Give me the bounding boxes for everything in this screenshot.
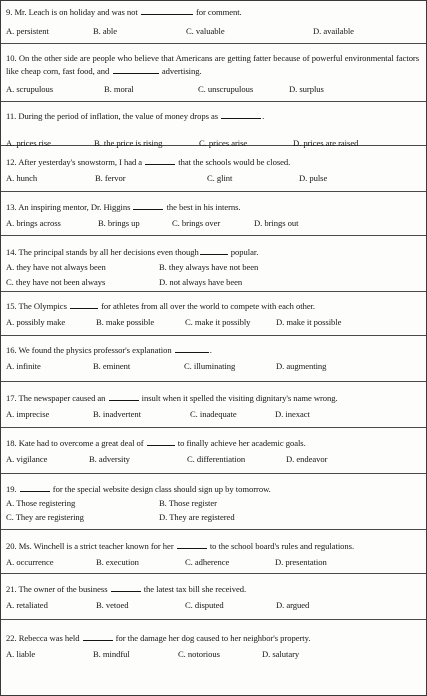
option-a: A. possibly make: [6, 317, 66, 327]
option-d: D. not always have been: [159, 277, 243, 287]
option-a: A. occurrence: [6, 557, 54, 567]
answer-blank: [147, 438, 175, 446]
stem-text: 14. The principal stands by all her decisions even though: [6, 247, 199, 257]
answer-blank: [145, 157, 175, 165]
stem-text: 20. Ms. Winchell is a strict teacher known for her: [6, 541, 176, 551]
question-block: [1, 335, 426, 382]
question-stem: [6, 584, 422, 594]
question-stem: [6, 52, 422, 77]
question-block: [1, 1, 426, 44]
option-b: B. brings up: [98, 218, 140, 228]
option-d: D. presentation: [275, 557, 327, 567]
option-d: D. inexact: [275, 409, 310, 419]
stem-text: 9. Mr. Leach is on holiday and was not: [6, 7, 140, 17]
option-a: A. retaliated: [6, 600, 48, 610]
option-c: C. inadequate: [190, 409, 237, 419]
option-d: D. pulse: [299, 173, 328, 183]
question-stem: [6, 301, 422, 311]
stem-text: popular.: [228, 247, 259, 257]
stem-text: 21. The owner of the business: [6, 584, 110, 594]
option-a: A. liable: [6, 649, 36, 659]
stem-text: 11. During the period of inflation, the value of money drops as: [6, 111, 221, 121]
option-a: A. they have not always been: [6, 262, 106, 272]
question-stem: [6, 111, 422, 121]
question-stem: [6, 157, 422, 167]
option-b: B. inadvertent: [93, 409, 141, 419]
option-c: C. brings over: [172, 218, 221, 228]
question-block: [1, 101, 426, 146]
stem-text: the latest tax bill she received.: [141, 584, 247, 594]
option-d: D. They are registered: [159, 512, 235, 522]
answer-blank: [20, 484, 50, 492]
option-a: A. scrupulous: [6, 84, 54, 94]
option-d: D. brings out: [254, 218, 299, 228]
stem-text: 13. An inspiring mentor, Dr. Higgins: [6, 202, 133, 212]
option-d: D. salutary: [262, 649, 300, 659]
option-b: B. vetoed: [96, 600, 129, 610]
answer-blank: [109, 393, 139, 401]
question-stem: [6, 247, 422, 257]
option-d: D. endeavor: [286, 454, 328, 464]
stem-text: for athletes from all over the world to compete with each other.: [98, 301, 316, 311]
option-d: D. augmenting: [276, 361, 327, 371]
option-a: A. prices rise: [6, 138, 51, 148]
option-c: C. differentiation: [187, 454, 246, 464]
option-a: A. persistent: [6, 26, 49, 36]
option-c: C. valuable: [186, 26, 225, 36]
stem-text: 15. The Olympics: [6, 301, 69, 311]
question-stem: [6, 484, 422, 494]
answer-blank: [111, 584, 141, 592]
question-stem: [6, 541, 422, 551]
question-stem: [6, 438, 422, 448]
question-block: [1, 235, 426, 292]
option-c: C. illuminating: [184, 361, 236, 371]
answer-blank: [221, 111, 261, 119]
option-a: A. Those registering: [6, 498, 76, 508]
answer-blank: [83, 633, 113, 641]
answer-blank: [70, 301, 98, 309]
stem-text: insult when it spelled the visiting dignitary's name wrong.: [139, 393, 338, 403]
option-d: D. make it possible: [276, 317, 342, 327]
question-stem: [6, 7, 422, 17]
question-block: [1, 145, 426, 192]
option-b: B. able: [93, 26, 117, 36]
option-b: B. fervor: [95, 173, 126, 183]
question-stem: [6, 345, 422, 355]
option-a: A. hunch: [6, 173, 38, 183]
option-b: B. make possible: [96, 317, 155, 327]
option-c: C. adherence: [185, 557, 230, 567]
question-block: [1, 529, 426, 574]
option-b: B. the price is rising: [94, 138, 163, 148]
option-b: B. eminent: [93, 361, 131, 371]
option-b: B. execution: [96, 557, 139, 567]
option-b: B. moral: [104, 84, 134, 94]
option-a: A. vigilance: [6, 454, 48, 464]
option-c: C. notorious: [178, 649, 220, 659]
stem-text: to the school board's rules and regulations.: [207, 541, 355, 551]
option-b: B. mindful: [93, 649, 130, 659]
option-a: A. brings across: [6, 218, 61, 228]
stem-text: the best in his interns.: [164, 202, 241, 212]
stem-text: 17. The newspaper caused an: [6, 393, 108, 403]
answer-blank: [133, 202, 163, 210]
question-stem: [6, 393, 422, 403]
answer-blank: [175, 345, 209, 353]
question-block: [1, 619, 426, 695]
question-stem: [6, 633, 422, 643]
option-b: B. adversity: [89, 454, 130, 464]
stem-text: for comment.: [193, 7, 242, 17]
stem-text: 18. Kate had to overcome a great deal of: [6, 438, 146, 448]
stem-text: 10. On the other side are people who believe that Americans are getting fatter because of powerful environmental factors like cheap corn, fast food, and: [6, 53, 420, 76]
stem-text: 19.: [6, 484, 19, 494]
stem-text: for the damage her dog caused to her neighbor's property.: [113, 633, 311, 643]
stem-text: .: [209, 345, 212, 355]
option-c: C. they have not been always: [6, 277, 106, 287]
option-c: C. prices arise: [199, 138, 248, 148]
stem-text: for the special website design class should sign up by tomorrow.: [50, 484, 271, 494]
option-d: D. surplus: [289, 84, 324, 94]
question-block: [1, 291, 426, 336]
answer-blank: [200, 247, 228, 255]
question-block: [1, 473, 426, 530]
option-a: A. imprecise: [6, 409, 50, 419]
question-block: [1, 427, 426, 474]
answer-blank: [141, 7, 193, 15]
answer-blank: [113, 66, 159, 74]
stem-text: .: [262, 111, 265, 121]
answer-blank: [177, 541, 207, 549]
option-a: A. infinite: [6, 361, 41, 371]
question-stem: [6, 202, 422, 212]
stem-text: 16. We found the physics professor's explanation: [6, 345, 174, 355]
option-c: C. make it possibly: [185, 317, 251, 327]
stem-text: that the schools would be closed.: [176, 157, 291, 167]
option-c: C. They are registering: [6, 512, 84, 522]
option-b: B. they always have not been: [159, 262, 259, 272]
option-d: D. prices are raised: [293, 138, 359, 148]
option-d: D. available: [313, 26, 354, 36]
option-b: B. Those register: [159, 498, 217, 508]
question-block: [1, 43, 426, 102]
question-block: [1, 573, 426, 620]
option-c: C. unscrupulous: [198, 84, 254, 94]
stem-text: 22. Rebecca was held: [6, 633, 82, 643]
stem-text: to finally achieve her academic goals.: [175, 438, 306, 448]
question-block: [1, 381, 426, 428]
option-c: C. disputed: [185, 600, 224, 610]
option-c: C. glint: [207, 173, 233, 183]
stem-text: 12. After yesterday's snowstorm, I had a: [6, 157, 145, 167]
question-block: [1, 191, 426, 236]
stem-text: advertising.: [159, 65, 202, 76]
option-d: D. argued: [276, 600, 310, 610]
